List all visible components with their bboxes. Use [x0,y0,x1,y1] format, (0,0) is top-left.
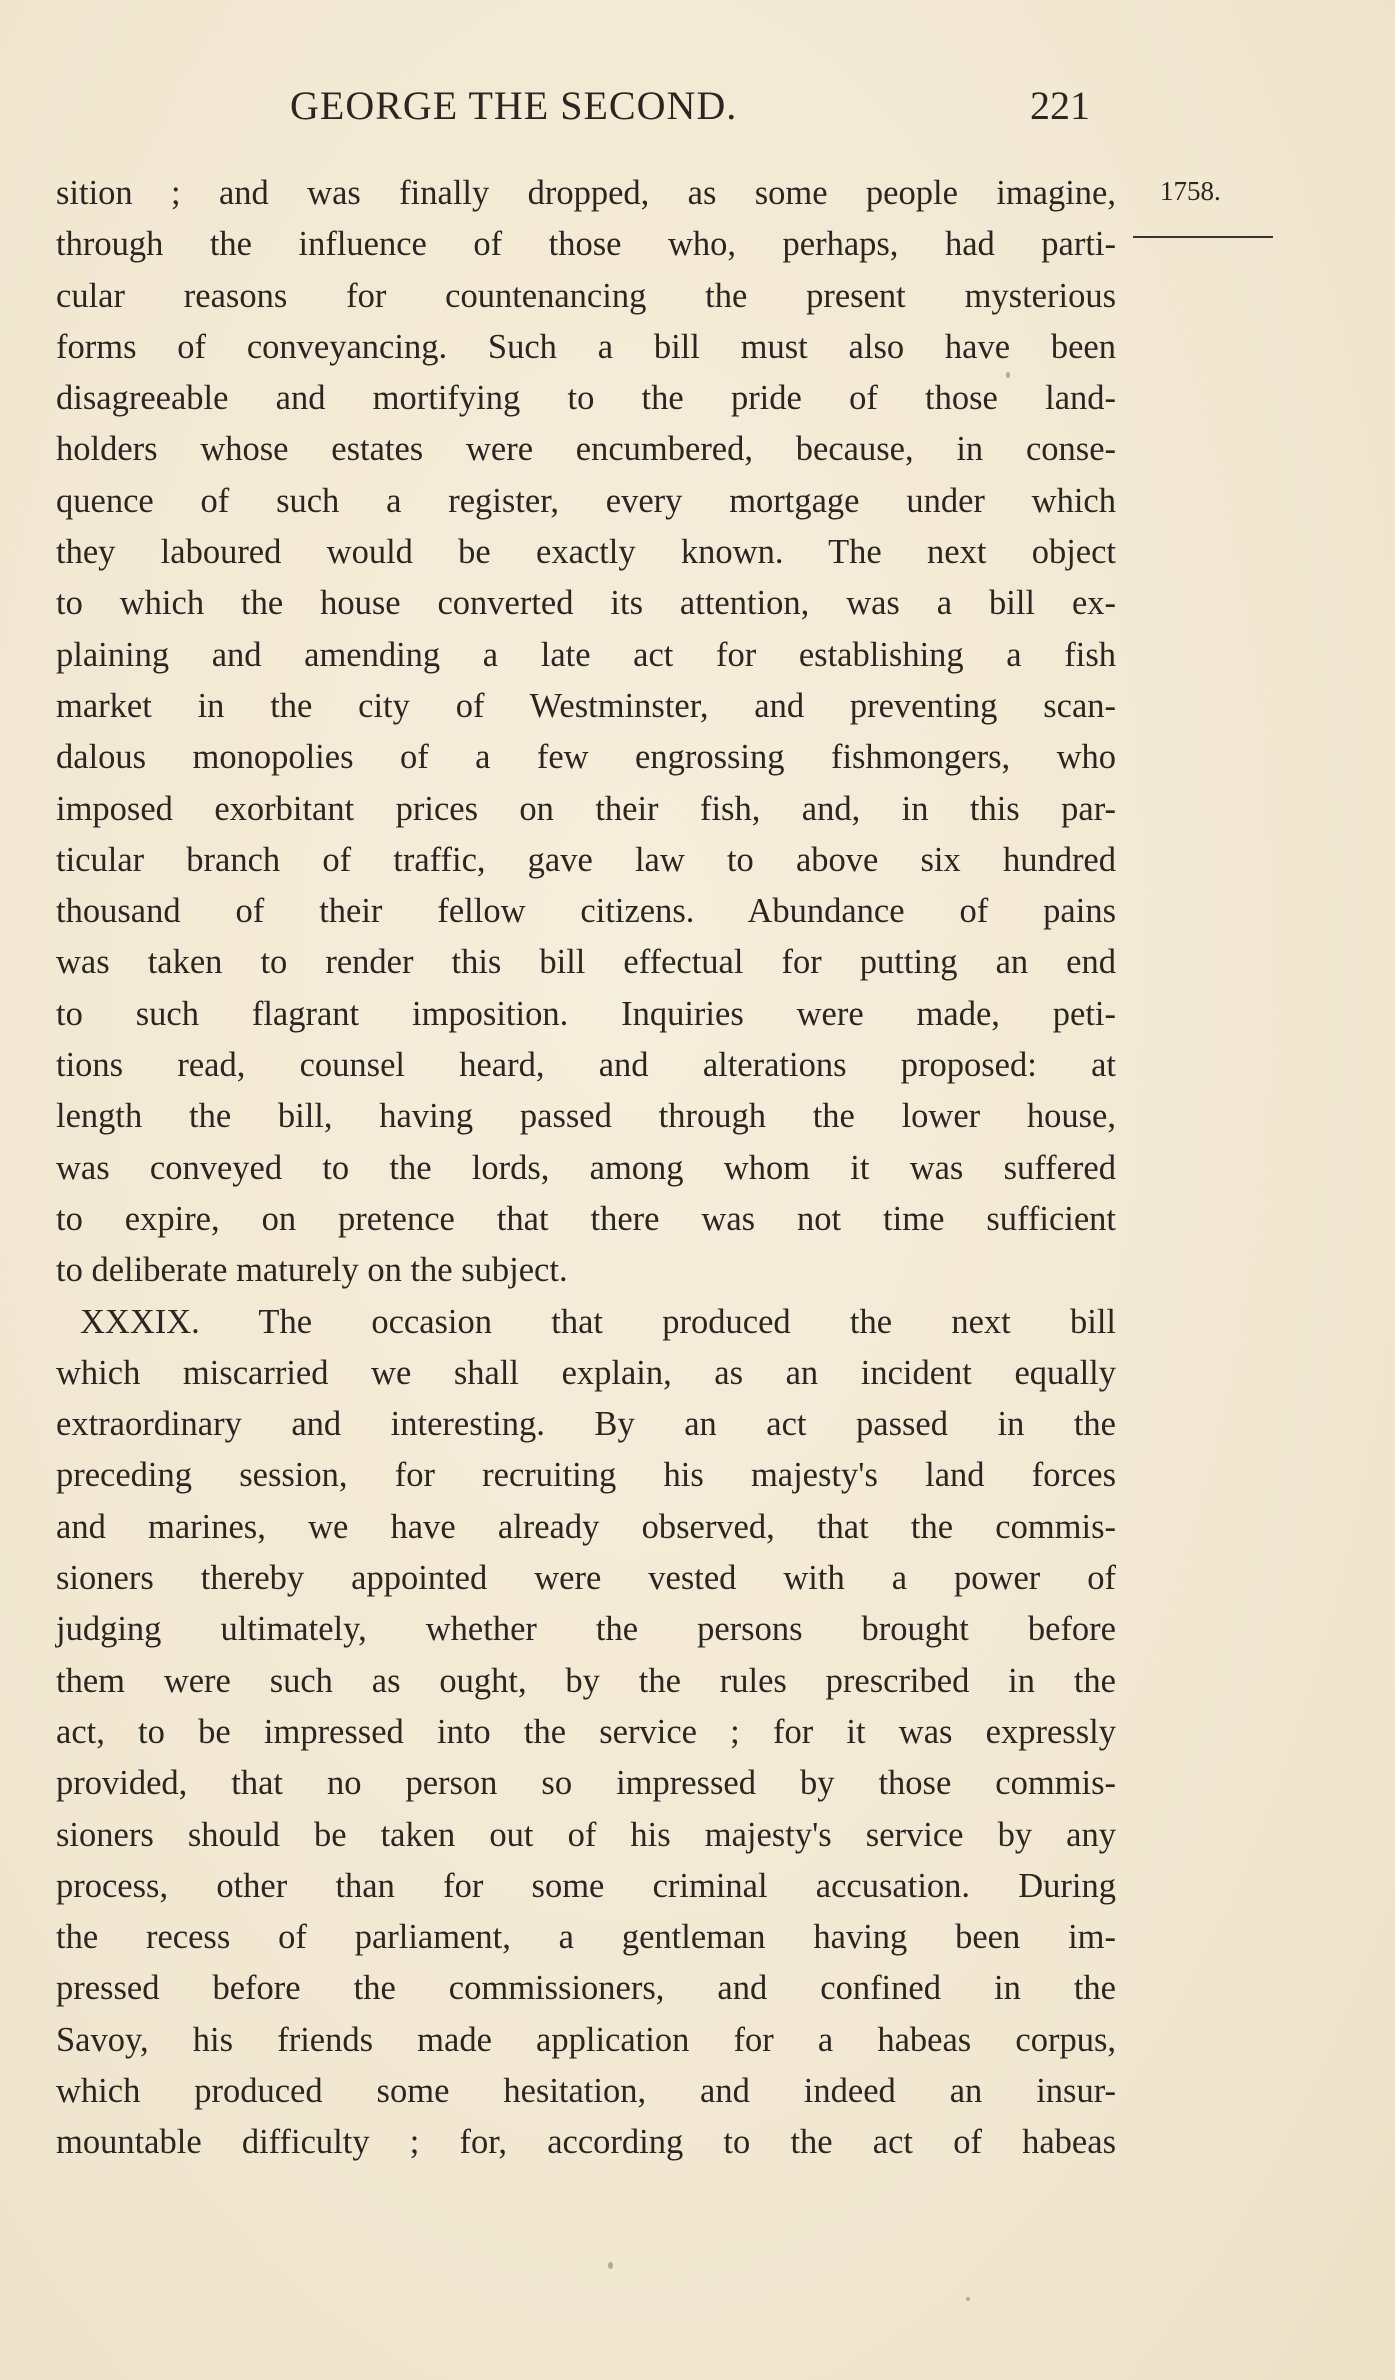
text-line: tions read, counsel heard, and alterations proposed: at [56,1046,1116,1085]
text-line: holders whose estates were encumbered, because, in conse- [56,430,1116,469]
text-line: quence of such a register, every mortgage under which [56,481,1116,520]
text-line: plaining and amending a late act for establishing a fish [56,635,1116,674]
text-line: forms of conveyancing. Such a bill must also have been [56,327,1116,366]
text-line: pressed before the commissioners, and confined in the [56,1969,1116,2008]
text-line: them were such as ought, by the rules prescribed in the [56,1661,1116,1700]
text-line: Savoy, his friends made application for a habeas corpus, [56,2020,1116,2059]
margin-rule [1133,236,1273,238]
text-line: dalous monopolies of a few engrossing fishmongers, who [56,738,1116,777]
paper-speck [966,2297,970,2301]
text-line: to such flagrant imposition. Inquiries were made, peti- [56,994,1116,1033]
text-line: act, to be impressed into the service ; for it was expressly [56,1712,1116,1751]
text-line: thousand of their fellow citizens. Abundance of pains [56,892,1116,931]
margin-year-note: 1758. [1160,176,1221,206]
text-line: provided, that no person so impressed by those commis- [56,1764,1116,1803]
body-text [56,168,1116,2169]
text-line: imposed exorbitant prices on their fish, and, in this par- [56,789,1116,828]
text-line: they laboured would be exactly known. The next object [56,533,1116,572]
text-line: to expire, on pretence that there was not time sufficient [56,1199,1116,1238]
paper-speck [1006,372,1010,378]
text-line: mountable difficulty ; for, according to the act of habeas [56,2123,1116,2162]
paper-speck [608,2262,613,2269]
text-line: sioners should be taken out of his majesty's service by any [56,1815,1116,1854]
text-line: judging ultimately, whether the persons brought before [56,1610,1116,1649]
text-line: preceding session, for recruiting his majesty's land forces [56,1456,1116,1495]
text-line: sition ; and was finally dropped, as some people imagine, [56,174,1116,212]
text-line: extraordinary and interesting. By an act passed in the [56,1405,1116,1444]
text-line: to which the house converted its attention, was a bill ex- [56,584,1116,623]
text-line: ticular branch of traffic, gave law to above six hundred [56,840,1116,879]
page-number: 221 [1030,83,1090,128]
text-line: was conveyed to the lords, among whom it was suffered [56,1148,1116,1187]
running-title: GEORGE THE SECOND. [290,83,738,128]
text-line: sioners thereby appointed were vested with a power of [56,1559,1116,1598]
text-line: was taken to render this bill effectual for putting an end [56,943,1116,982]
text-line: and marines, we have already observed, that the commis- [56,1507,1116,1546]
text-line-paragraph-end: to deliberate maturely on the subject. [56,1251,568,1290]
text-line-section-start: XXXIX. The occasion that produced the next bill [80,1302,1116,1341]
text-line: which miscarried we shall explain, as an incident equally [56,1353,1116,1392]
text-line: the recess of parliament, a gentleman having been im- [56,1918,1116,1957]
text-line: which produced some hesitation, and indeed an insur- [56,2071,1116,2110]
text-line: through the influence of those who, perhaps, had parti- [56,225,1116,264]
text-line: length the bill, having passed through the lower house, [56,1097,1116,1136]
text-line: disagreeable and mortifying to the pride of those land- [56,379,1116,418]
text-line: market in the city of Westminster, and preventing scan- [56,686,1116,725]
text-line: cular reasons for countenancing the present mysterious [56,276,1116,315]
text-line: process, other than for some criminal accusation. During [56,1866,1116,1905]
